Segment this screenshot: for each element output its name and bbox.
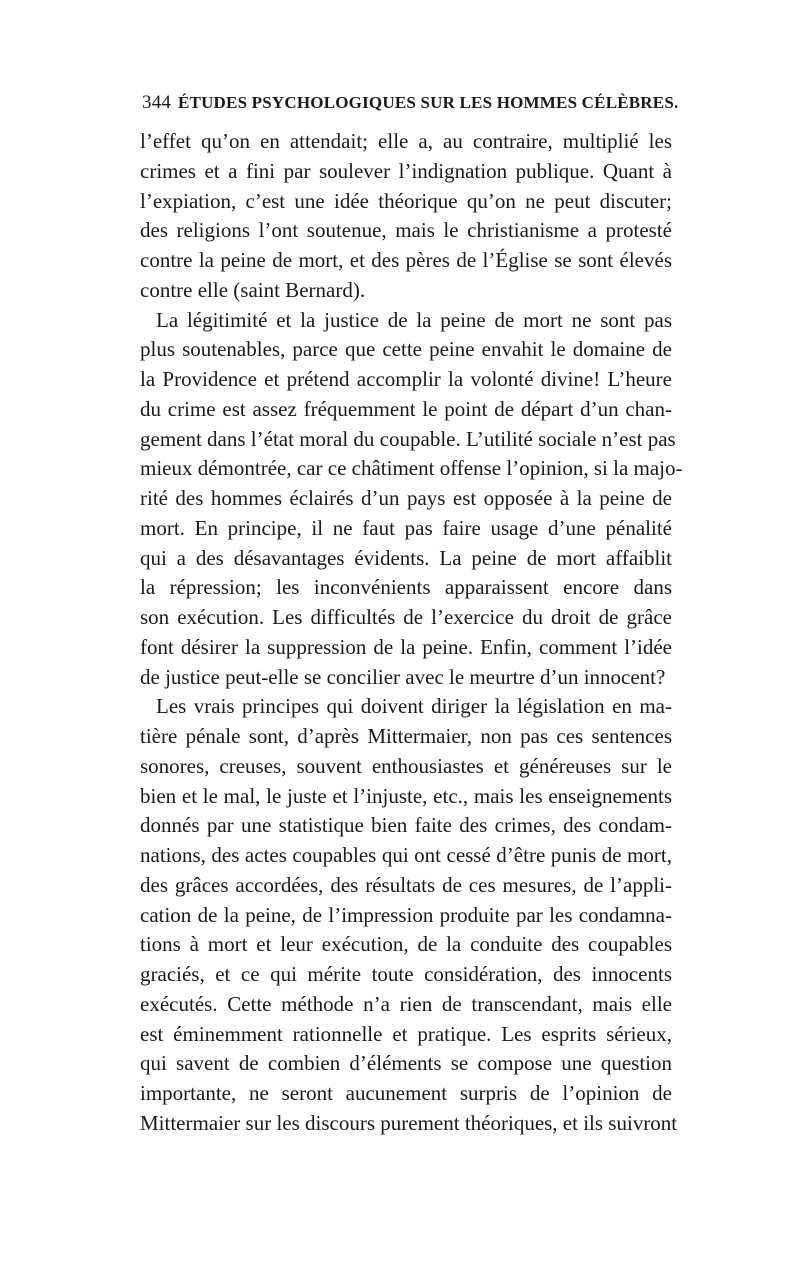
- text-line: crimes et a fini par soulever l’indignation publique. Quant à: [140, 158, 672, 183]
- text-line: rité des hommes éclairés d’un pays est opposée à la peine de: [140, 486, 672, 510]
- text-line: la Providence et prétend accomplir la volonté divine! L’heure: [140, 367, 672, 391]
- text-line: contre elle (saint Bernard).: [140, 277, 366, 302]
- text-line: contre la peine de mort, et des pères de l’Église se sont élevés: [140, 248, 672, 272]
- text-line: tière pénale sont, d’après Mittermaier, non pas ces sentences: [140, 724, 672, 748]
- text-line: graciés, et ce qui mérite toute considération, des innocents: [140, 962, 672, 986]
- text-line: l’expiation, c’est une idée théorique qu’on ne peut discuter;: [140, 188, 672, 213]
- text-line: bien et le mal, le juste et l’injuste, etc., mais les enseignements: [140, 783, 672, 808]
- text-line: Mittermaier sur les discours purement théoriques, et ils suivront: [140, 1110, 678, 1135]
- text-line: tions à mort et leur exécution, de la conduite des coupables: [140, 932, 672, 957]
- body-text: [140, 127, 683, 1139]
- text-line: qui savent de combien d’éléments se compose une question: [140, 1051, 672, 1076]
- text-line: mieux démontrée, car ce châtiment offense l’opinion, si la majo-: [140, 456, 683, 481]
- text-line: du crime est assez fréquemment le point de départ d’un chan-: [140, 396, 672, 421]
- running-head-title: ÉTUDES PSYCHOLOGIQUES SUR LES HOMMES CÉLÈBRES.: [178, 93, 679, 112]
- text-line: est éminemment rationnelle et pratique. Les esprits sérieux,: [140, 1021, 672, 1046]
- text-line: qui a des désavantages évidents. La peine de mort affaiblit: [140, 545, 672, 570]
- paragraph: [140, 692, 678, 1138]
- text-line: nations, des actes coupables qui ont cessé d’être punis de mort,: [140, 843, 672, 867]
- paragraph: [140, 306, 683, 693]
- text-line: font désirer la suppression de la peine. Enfin, comment l’idée: [140, 634, 672, 659]
- text-line: mort. En principe, il ne faut pas faire usage d’une pénalité: [140, 515, 672, 540]
- text-line: Les vrais principes qui doivent diriger la législation en ma-: [156, 694, 672, 719]
- text-line: des grâces accordées, des résultats de ces mesures, de l’appli-: [140, 872, 672, 897]
- text-line: la répression; les inconvénients apparaissent encore dans: [140, 575, 672, 600]
- text-line: plus soutenables, parce que cette peine envahit le domaine de: [140, 337, 672, 362]
- text-line: son exécution. Les difficultés de l’exercice du droit de grâce: [140, 605, 672, 629]
- text-line: exécutés. Cette méthode n’a rien de transcendant, mais elle: [140, 991, 672, 1016]
- running-head: [142, 92, 679, 122]
- text-line: La légitimité et la justice de la peine de mort ne sont pas: [156, 307, 672, 332]
- text-line: de justice peut-elle se concilier avec le meurtre d’un innocent?: [140, 664, 666, 689]
- paragraph: [140, 127, 672, 306]
- text-line: donnés par une statistique bien faite des crimes, des condam-: [140, 813, 672, 838]
- text-line: importante, ne seront aucunement surpris de l’opinion de: [140, 1081, 672, 1105]
- text-line: des religions l’ont soutenue, mais le christianisme a protesté: [140, 218, 672, 243]
- text-line: gement dans l’état moral du coupable. L’utilité sociale n’est pas: [140, 426, 676, 451]
- text-line: sonores, creuses, souvent enthousiastes et généreuses sur le: [140, 753, 672, 778]
- text-line: cation de la peine, de l’impression produite par les condamna-: [140, 902, 672, 927]
- page-number: 344: [142, 92, 172, 113]
- text-line: l’effet qu’on en attendait; elle a, au contraire, multiplié les: [140, 129, 672, 153]
